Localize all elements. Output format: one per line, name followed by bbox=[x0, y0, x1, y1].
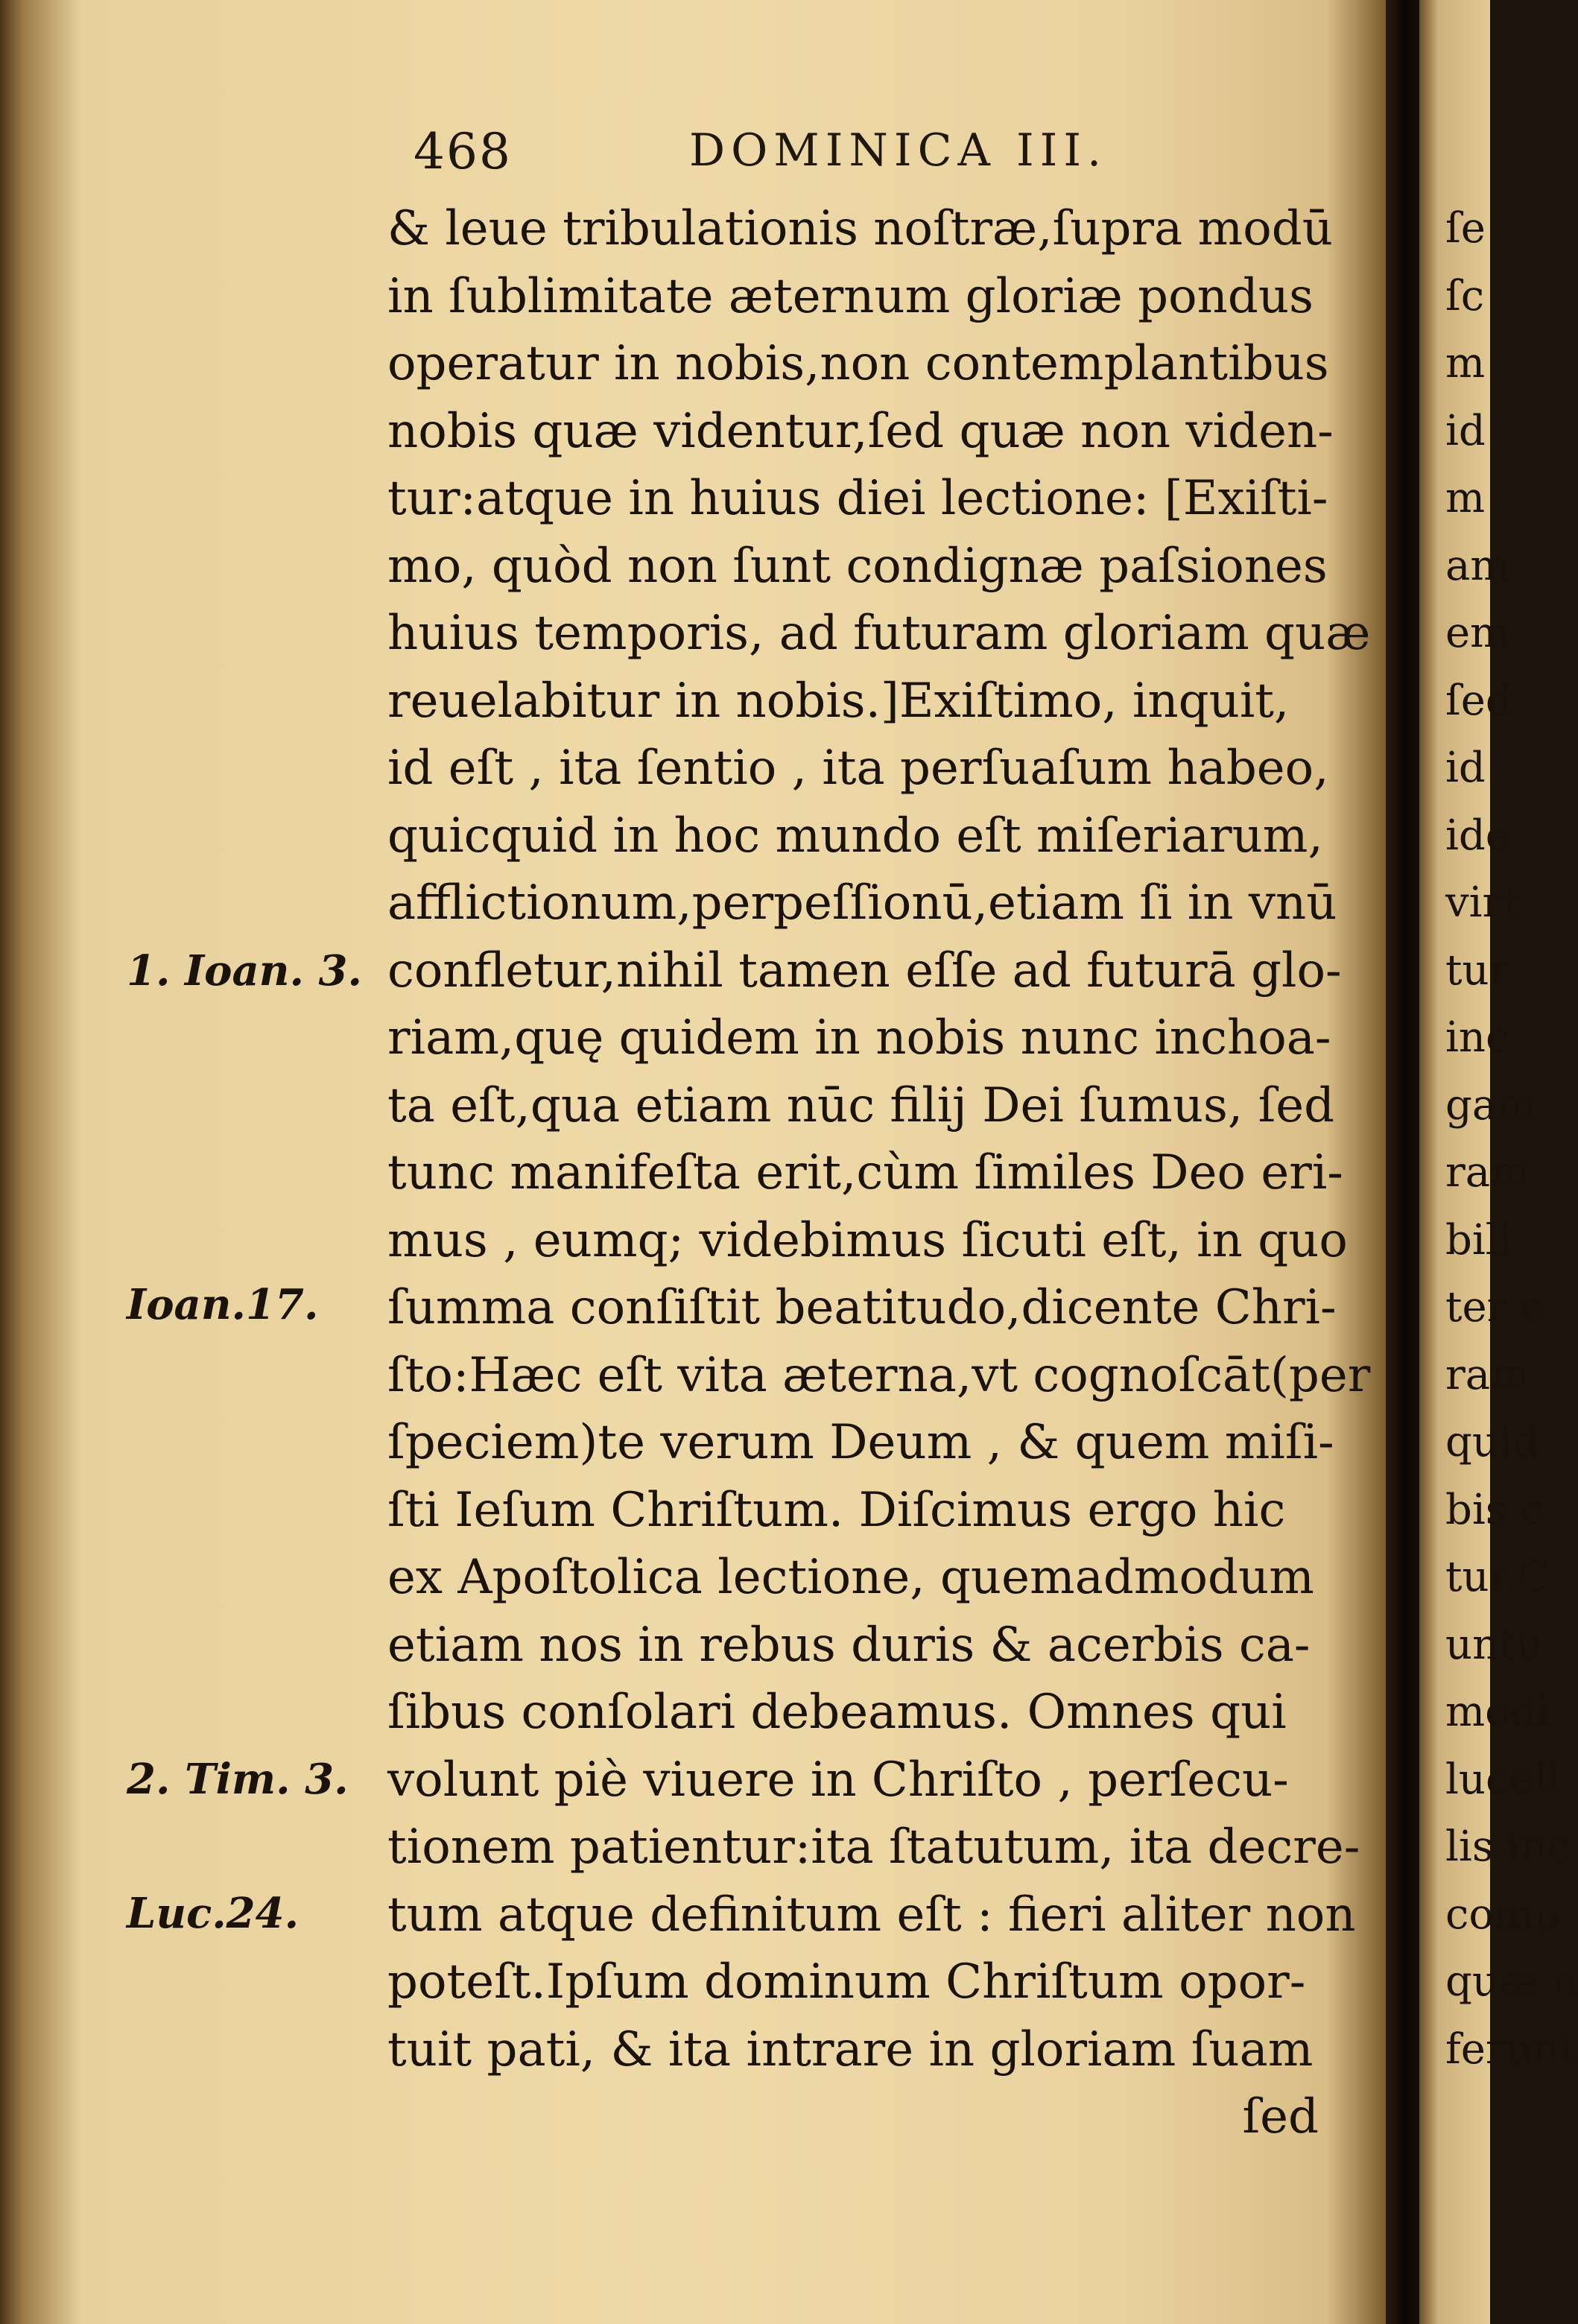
text-line: riam,quę quidem in nobis nunc inchoa- bbox=[387, 1010, 1331, 1066]
facing-page-text bbox=[1445, 195, 1578, 2083]
text-line: ſto:Hæc eſt vita æterna,vt cognoſcāt(per bbox=[387, 1347, 1371, 1403]
text-line: mus , eumq; videbimus ſicuti eſt, in quo bbox=[387, 1212, 1348, 1268]
facing-page-fragment: ſc bbox=[1445, 271, 1485, 320]
text-line: volunt piè viuere in Chriſto , perſecu- bbox=[387, 1752, 1289, 1808]
facing-page-fragment: bili bbox=[1445, 1215, 1512, 1264]
facing-page-fragment: lis inc bbox=[1445, 1823, 1571, 1871]
text-line: nobis quæ videntur,ſed quæ non viden- bbox=[387, 403, 1334, 459]
text-line: reuelabitur in nobis.]Exiſtimo, inquit, bbox=[387, 673, 1290, 729]
facing-page-fragment: modi bbox=[1445, 1688, 1550, 1736]
facing-page-fragment: ide bbox=[1445, 811, 1510, 860]
facing-page-fragment: ram bbox=[1445, 1148, 1530, 1197]
text-line: tionem patientur:ita ſtatutum, ita decre- bbox=[387, 1820, 1360, 1875]
text-line: operatur in nobis,non contemplantibus bbox=[387, 336, 1329, 391]
facing-page-fragment: ſed bbox=[1445, 676, 1512, 725]
text-line: confletur,nihil tamen eſſe ad futurā glo- bbox=[387, 943, 1342, 998]
facing-page-fragment: id bbox=[1445, 406, 1486, 455]
text-line: tur:atque in huius diei lectione: [Exiſti- bbox=[387, 471, 1328, 526]
text-column bbox=[387, 195, 1371, 2151]
text-line: tunc manifeſta erit,cùm ſimiles Deo eri- bbox=[387, 1145, 1343, 1200]
facing-page-fragment: tur bbox=[1445, 946, 1509, 995]
facing-page-fragment: quid bbox=[1445, 1418, 1539, 1466]
margin-note: 2. Tim. 3. bbox=[127, 1755, 349, 1804]
text-line: tum atque definitum eſt : fieri aliter non bbox=[387, 1887, 1356, 1943]
facing-page-fragment: em bbox=[1445, 609, 1510, 657]
page-number: 468 bbox=[413, 123, 512, 180]
text-line: etiam nos in rebus duris & acerbis ca- bbox=[387, 1617, 1311, 1673]
facing-page-fragment: inc bbox=[1445, 1013, 1509, 1062]
margin-note: Luc.24. bbox=[127, 1889, 300, 1938]
text-line: poteſt.Ipſum dominum Chriſtum opor- bbox=[387, 1954, 1306, 2010]
running-head bbox=[413, 123, 1308, 190]
text-line: ſibus conſolari debeamus. Omnes qui bbox=[387, 1685, 1287, 1740]
text-line: ſpeciem)te verum Deum , & quem miſi- bbox=[387, 1415, 1334, 1470]
text-line: mo, quòd non ſunt condignæ paſsiones bbox=[387, 538, 1328, 594]
facing-page-fragment: lucell bbox=[1445, 1755, 1561, 1804]
page-header: DOMINICA III. bbox=[689, 124, 1108, 177]
facing-page-fragment: id bbox=[1445, 744, 1486, 792]
facing-page-fragment: bis c bbox=[1445, 1485, 1544, 1534]
facing-page-fragment: ter e bbox=[1445, 1283, 1545, 1332]
facing-page-fragment: virt bbox=[1445, 878, 1519, 927]
margin-note: Ioan.17. bbox=[127, 1280, 319, 1329]
text-line: huius temporis, ad futuram gloriam quæ bbox=[387, 606, 1371, 661]
text-line: quicquid in hoc mundo eſt miſeriarum, bbox=[387, 808, 1323, 864]
facing-page-fragment: tur.C bbox=[1445, 1553, 1550, 1601]
text-line: afflictionum,perpeſſionū,etiam ſi in vnū bbox=[387, 876, 1337, 931]
text-line: tuit pati, & ita intrare in gloriam ſuam bbox=[387, 2021, 1314, 2077]
text-line: ſumma conſiſtit beatitudo,dicente Chri- bbox=[387, 1280, 1337, 1335]
text-line: ex Apoſtolica lectione, quemadmodum bbox=[387, 1550, 1314, 1605]
catchword: ſed bbox=[1242, 2089, 1319, 2144]
facing-page-fragment: gam bbox=[1445, 1080, 1537, 1130]
facing-page-fragment: comp bbox=[1445, 1890, 1561, 1939]
text-line: & leue tribulationis noſtræ,ſupra modū bbox=[387, 201, 1333, 256]
text-line: ſti Ieſum Chriſtum. Diſcimus ergo hic bbox=[387, 1482, 1286, 1538]
facing-page-fragment: m bbox=[1445, 339, 1486, 387]
facing-page-fragment: quæ n bbox=[1445, 1957, 1578, 2006]
text-line: in ſublimitate æternum gloriæ pondus bbox=[387, 268, 1314, 324]
facing-page-fragment: ſe bbox=[1445, 204, 1486, 253]
text-line: id eſt , ita ſentio , ita perſuaſum habeo, bbox=[387, 741, 1329, 796]
facing-page-fragment: untu bbox=[1445, 1620, 1543, 1669]
facing-page-fragment: m bbox=[1445, 474, 1486, 522]
text-line: ta eſt,qua etiam nūc filij Dei ſumus, ſed bbox=[387, 1077, 1335, 1133]
facing-page-fragment: ram bbox=[1445, 1350, 1530, 1399]
margin-note: 1. Ioan. 3. bbox=[127, 946, 362, 995]
facing-page-fragment: am bbox=[1445, 541, 1510, 590]
facing-page-fragment: ferunt bbox=[1445, 2024, 1577, 2074]
facing-page bbox=[1419, 0, 1578, 2324]
